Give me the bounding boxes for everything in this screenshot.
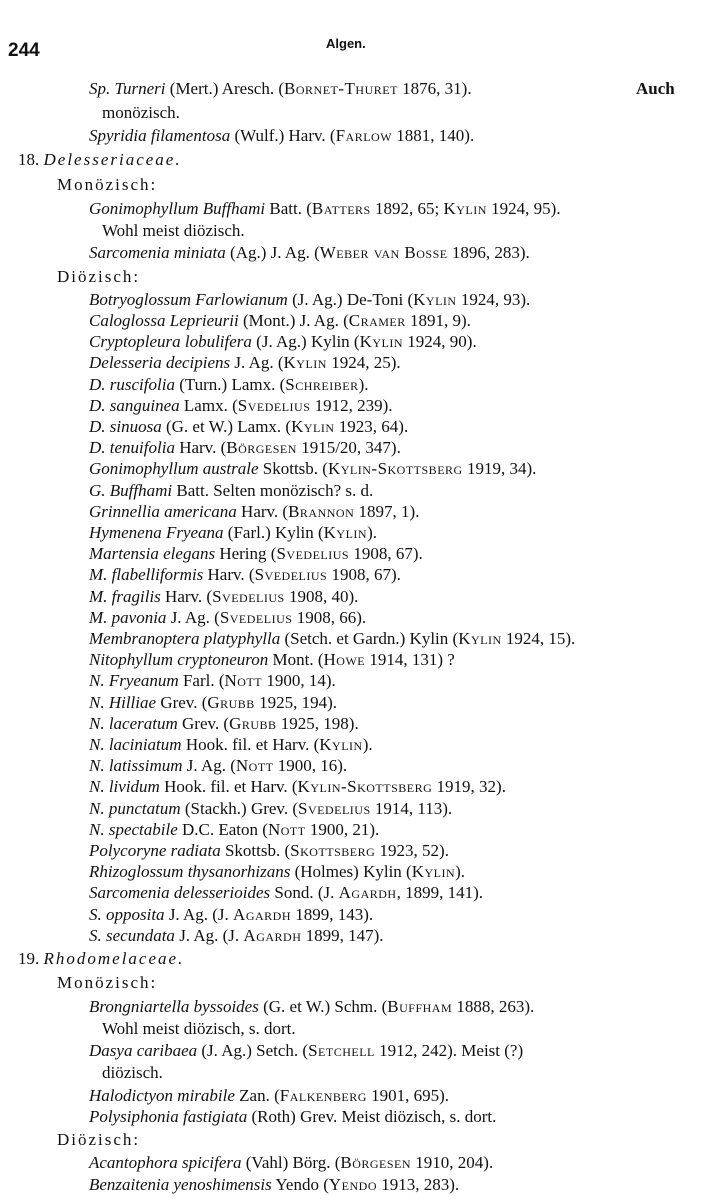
text-line: Gonimophyllum Buffhami Batt. (Batters 1892, 65; Kylin 1924, 95).: [89, 199, 561, 218]
text-line: Grinnellia americana Harv. (Brannon 1897, 1).: [89, 502, 420, 521]
text-line: M. pavonia J. Ag. (Svedelius 1908, 66).: [89, 608, 367, 627]
text-line: Polycoryne radiata Skottsb. (Skottsberg 1923, 52).: [89, 841, 449, 860]
text-line: S. secundata J. Ag. (J. Agardh 1899, 147).: [89, 926, 384, 945]
text-line: S. opposita J. Ag. (J. Agardh 1899, 143).: [89, 905, 374, 924]
text-line: D. ruscifolia (Turn.) Lamx. (Schreiber).: [89, 375, 369, 394]
text-line: Wohl meist diözisch.: [102, 221, 245, 240]
text-line: Acantophora spicifera (Vahl) Börg. (Börgesen 1910, 204).: [89, 1153, 494, 1172]
text-line: Membranoptera platyphylla (Setch. et Gardn.) Kylin (Kylin 1924, 15).: [89, 629, 576, 648]
text-line: Brongniartella byssoides (G. et W.) Schm. (Buffham 1888, 263).: [89, 997, 535, 1016]
text-line: Wohl meist diözisch, s. dort.: [102, 1019, 296, 1038]
text-line: D. tenuifolia Harv. (Börgesen 1915/20, 347).: [89, 438, 401, 457]
text-line: Spyridia filamentosa (Wulf.) Harv. (Farlow 1881, 140).: [89, 126, 475, 145]
text-line: Delesseria decipiens J. Ag. (Kylin 1924, 25).: [89, 353, 401, 372]
text-line: M. fragilis Harv. (Svedelius 1908, 40).: [89, 587, 359, 606]
text-line: N. laciniatum Hook. fil. et Harv. (Kylin).: [89, 735, 373, 754]
text-line: G. Buffhami Batt. Selten monözisch? s. d.: [89, 481, 374, 500]
text-line: Caloglossa Leprieurii (Mont.) J. Ag. (Cramer 1891, 9).: [89, 311, 471, 330]
text-line: Dasya caribaea (J. Ag.) Setch. (Setchell 1912, 242). Meist (?): [89, 1041, 524, 1060]
text-line: diözisch.: [102, 1063, 163, 1082]
text-line: N. Fryeanum Farl. (Nott 1900, 14).: [89, 671, 336, 690]
text-line: D. sinuosa (G. et W.) Lamx. (Kylin 1923, 64).: [89, 417, 409, 436]
text-line: Auch: [636, 79, 675, 98]
text-line: Monözisch:: [57, 175, 158, 194]
text-line: N. lividum Hook. fil. et Harv. (Kylin-Skottsberg 1919, 32).: [89, 777, 506, 796]
text-line: Gonimophyllum australe Skottsb. (Kylin-Skottsberg 1919, 34).: [89, 459, 537, 478]
text-line: D. sanguinea Lamx. (Svedelius 1912, 239).: [89, 396, 393, 415]
text-line: Polysiphonia fastigiata (Roth) Grev. Meist diözisch, s. dort.: [89, 1107, 497, 1126]
text-line: Hymenena Fryeana (Farl.) Kylin (Kylin).: [89, 523, 377, 542]
text-line: Botryoglossum Farlowianum (J. Ag.) De-Toni (Kylin 1924, 93).: [89, 290, 531, 309]
text-line: M. flabelliformis Harv. (Svedelius 1908, 67).: [89, 565, 401, 584]
text-line: N. laceratum Grev. (Grubb 1925, 198).: [89, 714, 359, 733]
text-line: N. Hilliae Grev. (Grubb 1925, 194).: [89, 693, 337, 712]
running-head: Algen.: [326, 36, 366, 51]
text-line: Monözisch:: [57, 973, 158, 992]
text-line: N. latissimum J. Ag. (Nott 1900, 16).: [89, 756, 348, 775]
text-line: Diözisch:: [57, 1130, 141, 1149]
text-line: Diözisch:: [57, 267, 141, 286]
text-line: Martensia elegans Hering (Svedelius 1908, 67).: [89, 544, 423, 563]
text-line: monözisch.: [102, 103, 180, 122]
text-line: Cryptopleura lobulifera (J. Ag.) Kylin (Kylin 1924, 90).: [89, 332, 477, 351]
text-line: Benzaitenia yenoshimensis Yendo (Yendo 1913, 283).: [89, 1175, 460, 1194]
text-line: Sarcomenia delesserioides Sond. (J. Agardh, 1899, 141).: [89, 883, 483, 902]
text-line: N. punctatum (Stackh.) Grev. (Svedelius 1914, 113).: [89, 799, 453, 818]
text-line: 18. Delesseriaceae.: [18, 150, 182, 169]
text-line: Sarcomenia miniata (Ag.) J. Ag. (Weber van Bosse 1896, 283).: [89, 243, 530, 262]
page-number: 244: [8, 40, 40, 61]
text-line: Sp. Turneri (Mert.) Aresch. (Bornet-Thuret 1876, 31).: [89, 79, 472, 98]
text-line: Nitophyllum cryptoneuron Mont. (Howe 1914, 131) ?: [89, 650, 455, 669]
text-line: Rhizoglossum thysanorhizans (Holmes) Kylin (Kylin).: [89, 862, 466, 881]
text-line: N. spectabile D.C. Eaton (Nott 1900, 21).: [89, 820, 380, 839]
text-line: Halodictyon mirabile Zan. (Falkenberg 1901, 695).: [89, 1086, 450, 1105]
text-line: 19. Rhodomelaceae.: [18, 949, 185, 968]
